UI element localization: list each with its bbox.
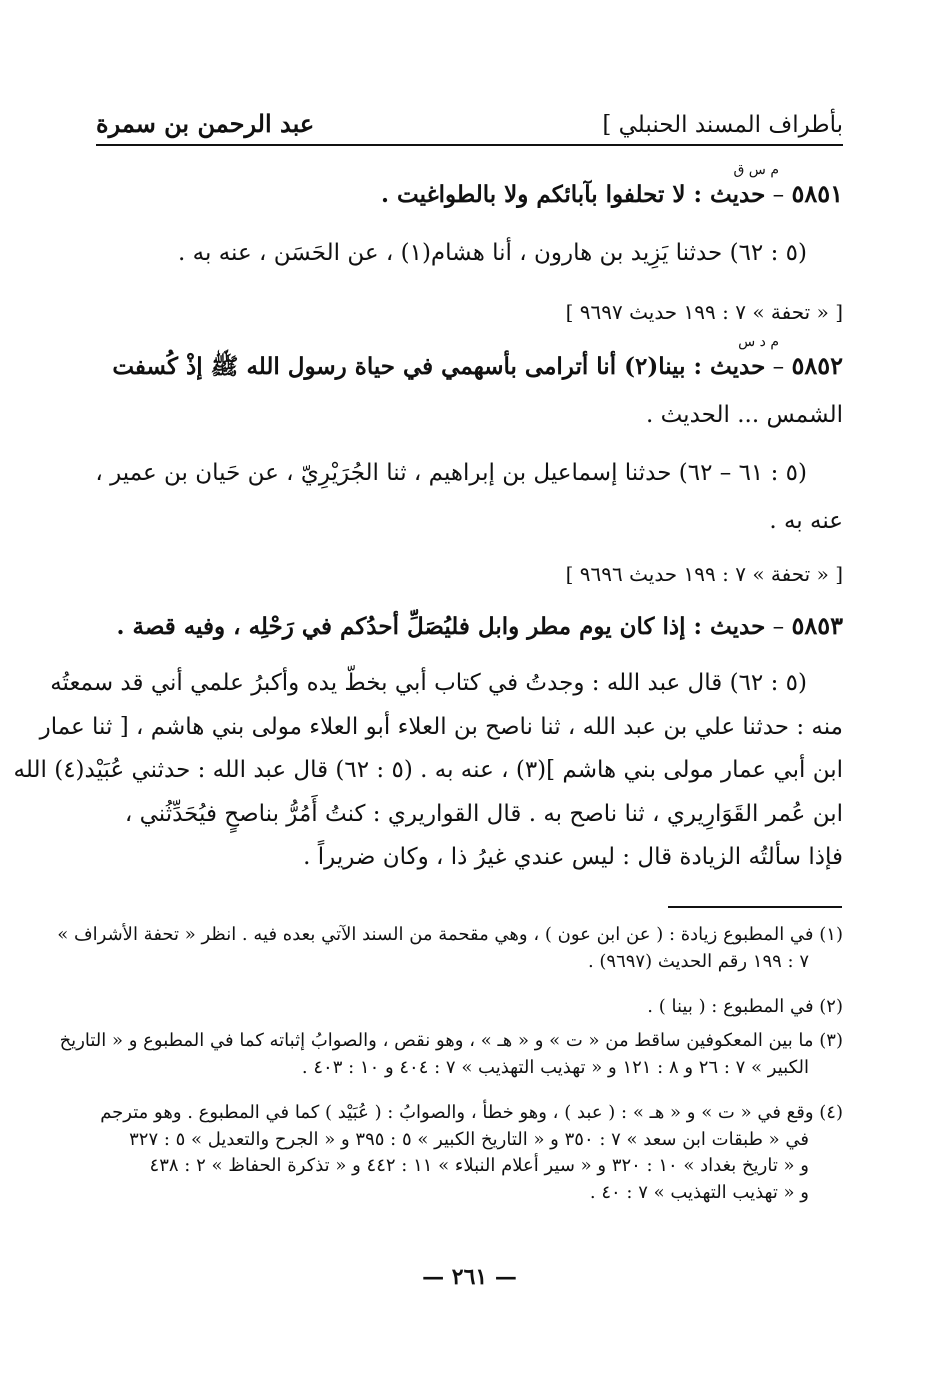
isnad-line: ابن عُمر القَوَارِيري ، ثنا ناصح به . قال القواريري : كنتُ أَمُرُّ بناصحٍ فيُحَدِّثُني ، [124,800,843,827]
hadith-number: ٥٨٥٣ [791,611,843,640]
hadith-entry-5853 [96,612,843,642]
footnote-line: في « طبقات ابن سعد » ٧ : ٣٥٠ و « التاريخ الكبير » ٥ : ٣٩٥ و « الجرح والتعديل » ٥ : ٣٢٧ [129,1128,809,1150]
hadith-text-line: ٥٨٥٣ – حديث : إذا كان يوم مطر وابل فليُصَلِّ أحدُكم في رَحْلِه ، وفيه قصة . [116,611,843,640]
footnote-1 [57,924,843,973]
hadith-text-line: الشمس ... الحديث . [645,401,843,428]
hadith-entry-5852 [96,334,843,429]
hadith-number: ٥٨٥٢ [791,351,843,380]
footnote-separator [668,906,842,908]
header-book-title: بأطراف المسند الحنبلي ] [602,112,843,138]
tuhfa-reference: [ « تحفة » ٧ : ١٩٩ حديث ٩٦٩٧ ] [565,300,843,324]
hadith-text: حديث : لا تحلفوا بآبائكم ولا بالطواغيت . [381,181,766,208]
tuhfa-ref-5851 [96,300,843,324]
isnad-line: (٥ : ٦١ – ٦٢) حدثنا إسماعيل بن إبراهيم ، ثنا الجُرَيْرِيّ ، عن حَيان بن عمير ، [95,460,807,486]
hadith-text: حديث : بينا(٢) أنا أترامى بأسهمي في حياة رسول الله ﷺ إذْ كُسفت [112,353,766,380]
source-sigla: م د س [738,334,779,350]
footnote-line: ٧ : ١٩٩ رقم الحديث (٩٦٩٧) . [587,950,809,972]
footnote-line: (١) في المطبوع زيادة : ( عن ابن عون ) ، وهي مقحمة من السند الآتي بعده فيه . انظر « تحفة الأشراف » [57,924,843,945]
hadith-number: ٥٨٥١ [791,179,843,208]
tuhfa-reference: [ « تحفة » ٧ : ١٩٩ حديث ٩٦٩٦ ] [565,562,843,586]
isnad-5851 [96,240,843,268]
footnote-line: (٤) وقع في « ت » و « هـ » : ( عبد ) ، وهو خطأ ، والصوابُ : ( عُبَيْد ) كما في المطبوع . وهو مترجم [100,1102,843,1123]
footnote-line: (٢) في المطبوع : ( بينا ) . [647,996,843,1017]
isnad-line: (٥ : ٦٢) حدثنا يَزِيد بن هارون ، أنا هشام(١) ، عن الحَسَن ، عنه به . [178,240,807,266]
hadith-text-line: ٥٨٥١ – حديث : لا تحلفوا بآبائكم ولا بالطواغيت . [381,179,843,208]
isnad-5852 [96,460,843,535]
hadith-text: حديث : إذا كان يوم مطر وابل فليُصَلِّ أحدُكم في رَحْلِه ، وفيه قصة . [116,613,766,640]
footnote-line: الكبير » ٧ : ٢٦ و ٨ : ١٢١ و « تهذيب التهذيب » ٧ : ٤٠٤ و ١٠ : ٤٠٣ . [301,1056,809,1078]
header-companion-name: عبد الرحمن بن سمرة [96,109,315,138]
tuhfa-ref-5852 [96,562,843,586]
running-header [96,100,843,146]
source-sigla: م س ق [733,162,779,178]
footnote-line: و « تاريخ بغداد » ١٠ : ٣٢٠ و « سير أعلام النبلاء » ١١ : ٤٤٢ و « تذكرة الحفاظ » ٢ : ٤٣٨ [149,1155,809,1176]
isnad-line: (٥ : ٦٢) قال عبد الله : وجدتُ في كتاب أبي بخطّ يده وأكبرُ علمي أني قد سمعتُه [50,670,807,696]
isnad-line: منه : حدثنا علي بن عبد الله ، ثنا ناصح بن العلاء أبو العلاء مولى بني هاشم ، [ ثنا عمار [39,713,843,740]
isnad-5853 [13,670,843,872]
footnote-2 [96,996,843,1019]
footnote-4 [96,1102,843,1204]
hadith-entry-5851 [96,162,843,210]
footnote-3 [59,1030,843,1079]
hadith-text-line: ٥٨٥٢ – حديث : بينا(٢) أنا أترامى بأسهمي في حياة رسول الله ﷺ إذْ كُسفت [112,351,843,380]
page-number: — ٢٦١ — [422,1264,517,1290]
footnote-line: (٣) ما بين المعكوفين ساقط من « ت » و « هـ » ، وهو نقص ، والصوابُ إثباته كما في المطبوع و « التاريخ [59,1030,843,1051]
footnote-line: و « تهذيب التهذيب » ٧ : ٤٠ . [589,1181,809,1203]
isnad-line: عنه به . [769,507,843,534]
isnad-line: ابن أبي عمار مولى بني هاشم ](٣) ، عنه به . (٥ : ٦٢) قال عبد الله : حدثني عُبَيْد(٤) الله [13,757,843,784]
isnad-line: فإذا سألتُه الزيادة قال : ليس عندي غيرُ ذا ، وكان ضريراً . [303,844,843,871]
